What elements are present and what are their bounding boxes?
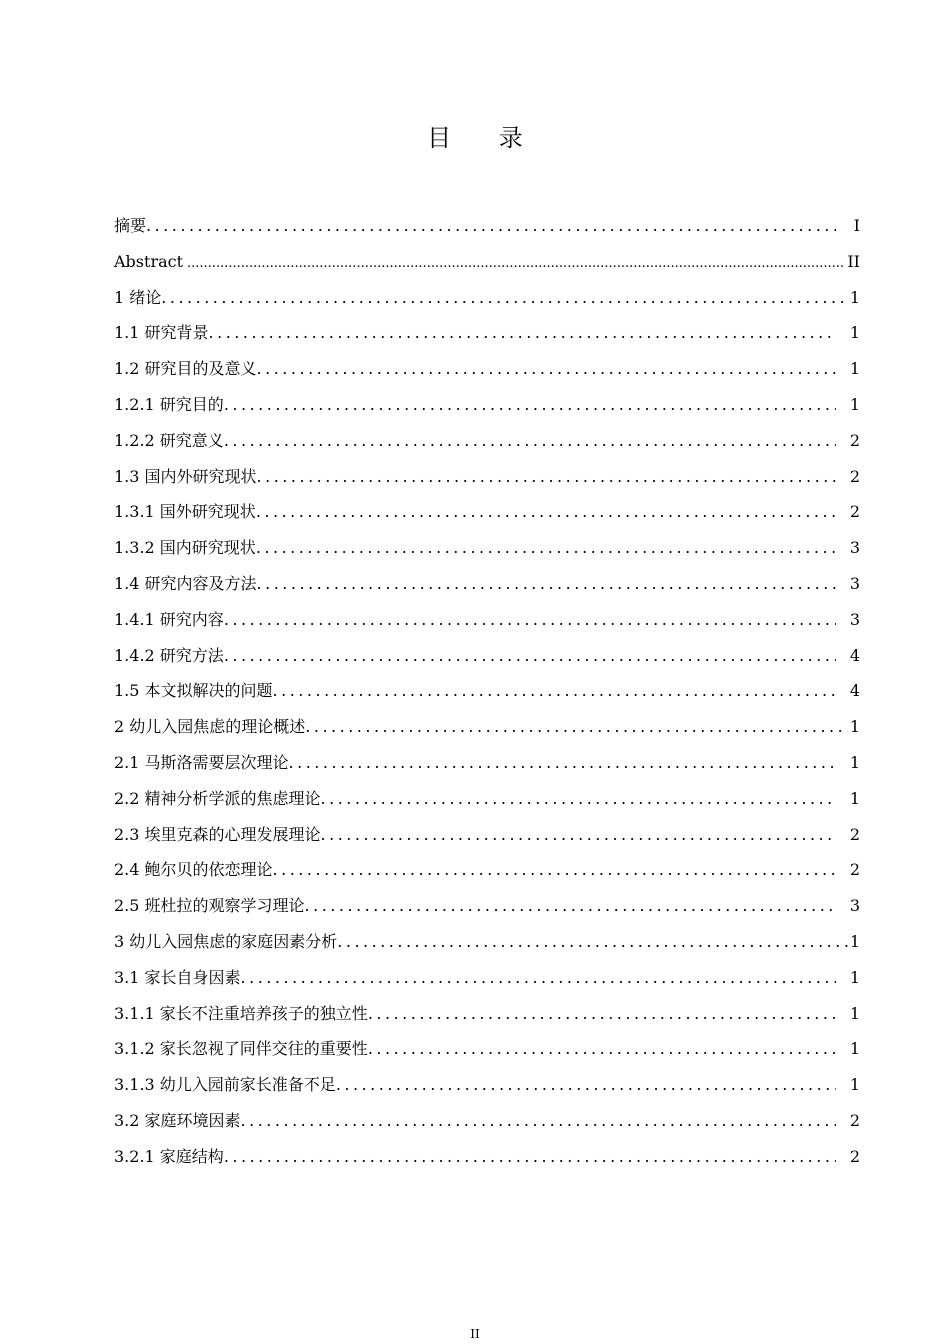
toc-entry[interactable] — [114, 960, 860, 996]
toc-entry-label: 1.2.2 研究意义 — [114, 430, 224, 450]
toc-entry-label: 2.4 鲍尔贝的依恋理论 — [114, 860, 273, 880]
toc-entry-label: 1.3 国内外研究现状 — [114, 466, 257, 486]
dot-leader — [161, 280, 848, 316]
toc-entry[interactable] — [114, 888, 860, 924]
toc-entry-label: 1.5 本文拟解决的问题 — [114, 681, 273, 701]
dot-leader — [368, 996, 836, 1032]
dot-leader — [321, 781, 836, 817]
toc-entry-label: 1.4.1 研究内容 — [114, 609, 224, 629]
toc-entry-label: 1.3.1 国外研究现状 — [114, 502, 256, 522]
page-title: 目 录 — [427, 124, 543, 152]
toc-entry-page: 1 — [849, 359, 860, 379]
toc-entry[interactable] — [114, 602, 860, 638]
toc-entry-page: 4 — [849, 645, 860, 665]
toc-entry[interactable] — [114, 673, 860, 709]
toc-entry[interactable] — [114, 781, 860, 817]
toc-entry-page: 2 — [849, 1146, 860, 1166]
toc-entry-page: 2 — [849, 466, 860, 486]
dot-leader — [257, 459, 836, 495]
dot-leader — [187, 246, 845, 282]
toc-entry-label: 2.1 马斯洛需要层次理论 — [114, 752, 289, 772]
toc-entry[interactable] — [114, 1139, 860, 1175]
toc-entry-label: 1.2 研究目的及意义 — [114, 359, 257, 379]
toc-entry[interactable] — [114, 996, 860, 1032]
toc-entry[interactable] — [114, 208, 860, 244]
toc-entry-page: 2 — [849, 860, 860, 880]
toc-entry-label: 1 绪论 — [114, 287, 162, 307]
page-number-footer: II — [470, 1327, 480, 1341]
toc-entry[interactable] — [114, 351, 860, 387]
toc-entry-page: 1 — [849, 967, 860, 987]
toc-entry-page: 1 — [849, 788, 860, 808]
toc-entry-page: 1 — [849, 1003, 860, 1023]
toc-entry[interactable] — [114, 244, 860, 280]
dot-leader — [257, 351, 836, 387]
dot-leader — [209, 315, 836, 351]
dot-leader — [256, 494, 836, 530]
toc-entry-page: 3 — [849, 609, 860, 629]
toc-entry-label: 3.1.3 幼儿入园前家长准备不足 — [114, 1075, 336, 1095]
toc-entry-label: 3.1 家长自身因素 — [114, 967, 241, 987]
toc-entry[interactable] — [114, 709, 860, 745]
toc-entry-page: 1 — [849, 752, 860, 772]
toc-entry[interactable] — [114, 638, 860, 674]
dot-leader — [305, 888, 836, 924]
toc-entry-page: 1 — [849, 717, 860, 737]
dot-leader — [273, 852, 836, 888]
toc-entry-label: 摘要 — [114, 216, 147, 235]
dot-leader — [305, 709, 848, 745]
toc-entry-label: 1.4.2 研究方法 — [114, 645, 224, 665]
toc-entry[interactable] — [114, 817, 860, 853]
toc-entry-label: 1.4 研究内容及方法 — [114, 573, 257, 593]
dot-leader — [273, 673, 836, 709]
toc-entry-page: 1 — [849, 287, 860, 307]
dot-leader — [241, 1103, 836, 1139]
dot-leader — [224, 387, 836, 423]
toc-entry[interactable] — [114, 459, 860, 495]
toc-entry-label: 3.2 家庭环境因素 — [114, 1110, 241, 1130]
toc-entry-label: 3.1.2 家长忽视了同伴交往的重要性 — [114, 1039, 368, 1059]
toc-entry-label: 1.1 研究背景 — [114, 323, 209, 343]
dot-leader — [337, 924, 848, 960]
toc-entry-label: 1.2.1 研究目的 — [114, 394, 224, 414]
toc-entry-label: 3.2.1 家庭结构 — [114, 1146, 224, 1166]
toc-entry-page: 2 — [849, 1110, 860, 1130]
toc-entry[interactable] — [114, 1067, 860, 1103]
toc-entry[interactable] — [114, 1103, 860, 1139]
dot-leader — [321, 817, 836, 853]
toc-entry-page: 3 — [849, 573, 860, 593]
toc-entry-label: 3.1.1 家长不注重培养孩子的独立性 — [114, 1003, 368, 1023]
dot-leader — [368, 1031, 836, 1067]
toc-entry-page: 1 — [849, 931, 860, 951]
toc-entry-page: 2 — [849, 824, 860, 844]
dot-leader — [256, 530, 836, 566]
dot-leader — [241, 960, 836, 996]
toc-entry-label: 2.3 埃里克森的心理发展理论 — [114, 824, 321, 844]
dot-leader — [289, 745, 836, 781]
toc-entry-label: 1.3.2 国内研究现状 — [114, 538, 256, 558]
toc-entry[interactable] — [114, 280, 860, 316]
toc-entry-page: 1 — [849, 323, 860, 343]
table-of-contents — [114, 208, 860, 1175]
toc-entry-page: 1 — [849, 1039, 860, 1059]
toc-entry[interactable] — [114, 494, 860, 530]
toc-entry[interactable] — [114, 1031, 860, 1067]
toc-entry-page: 2 — [849, 430, 860, 450]
dot-leader — [224, 602, 836, 638]
toc-entry-label: 3 幼儿入园焦虑的家庭因素分析 — [114, 931, 338, 951]
toc-entry-page: 3 — [849, 896, 860, 916]
toc-entry-label: 2.2 精神分析学派的焦虑理论 — [114, 788, 321, 808]
toc-entry[interactable] — [114, 315, 860, 351]
toc-entry[interactable] — [114, 745, 860, 781]
toc-entry[interactable] — [114, 387, 860, 423]
toc-entry-page: I — [853, 216, 860, 235]
toc-entry-label: Abstract — [114, 251, 184, 271]
toc-entry-page: 2 — [849, 502, 860, 522]
dot-leader — [336, 1067, 836, 1103]
toc-entry-page: 1 — [849, 394, 860, 414]
toc-entry-label: 2 幼儿入园焦虑的理论概述 — [114, 717, 306, 737]
toc-entry-page: 1 — [849, 1075, 860, 1095]
dot-leader — [224, 423, 836, 459]
dot-leader — [257, 566, 836, 602]
dot-leader — [224, 638, 836, 674]
dot-leader — [146, 208, 836, 244]
toc-entry[interactable] — [114, 566, 860, 602]
dot-leader — [224, 1139, 836, 1175]
toc-entry[interactable] — [114, 924, 860, 960]
toc-entry[interactable] — [114, 423, 860, 459]
toc-entry-page: II — [847, 251, 860, 271]
toc-entry[interactable] — [114, 852, 860, 888]
toc-entry-label: 2.5 班杜拉的观察学习理论 — [114, 896, 305, 916]
toc-entry-page: 4 — [849, 681, 860, 701]
toc-entry-page: 3 — [849, 538, 860, 558]
toc-entry[interactable] — [114, 530, 860, 566]
